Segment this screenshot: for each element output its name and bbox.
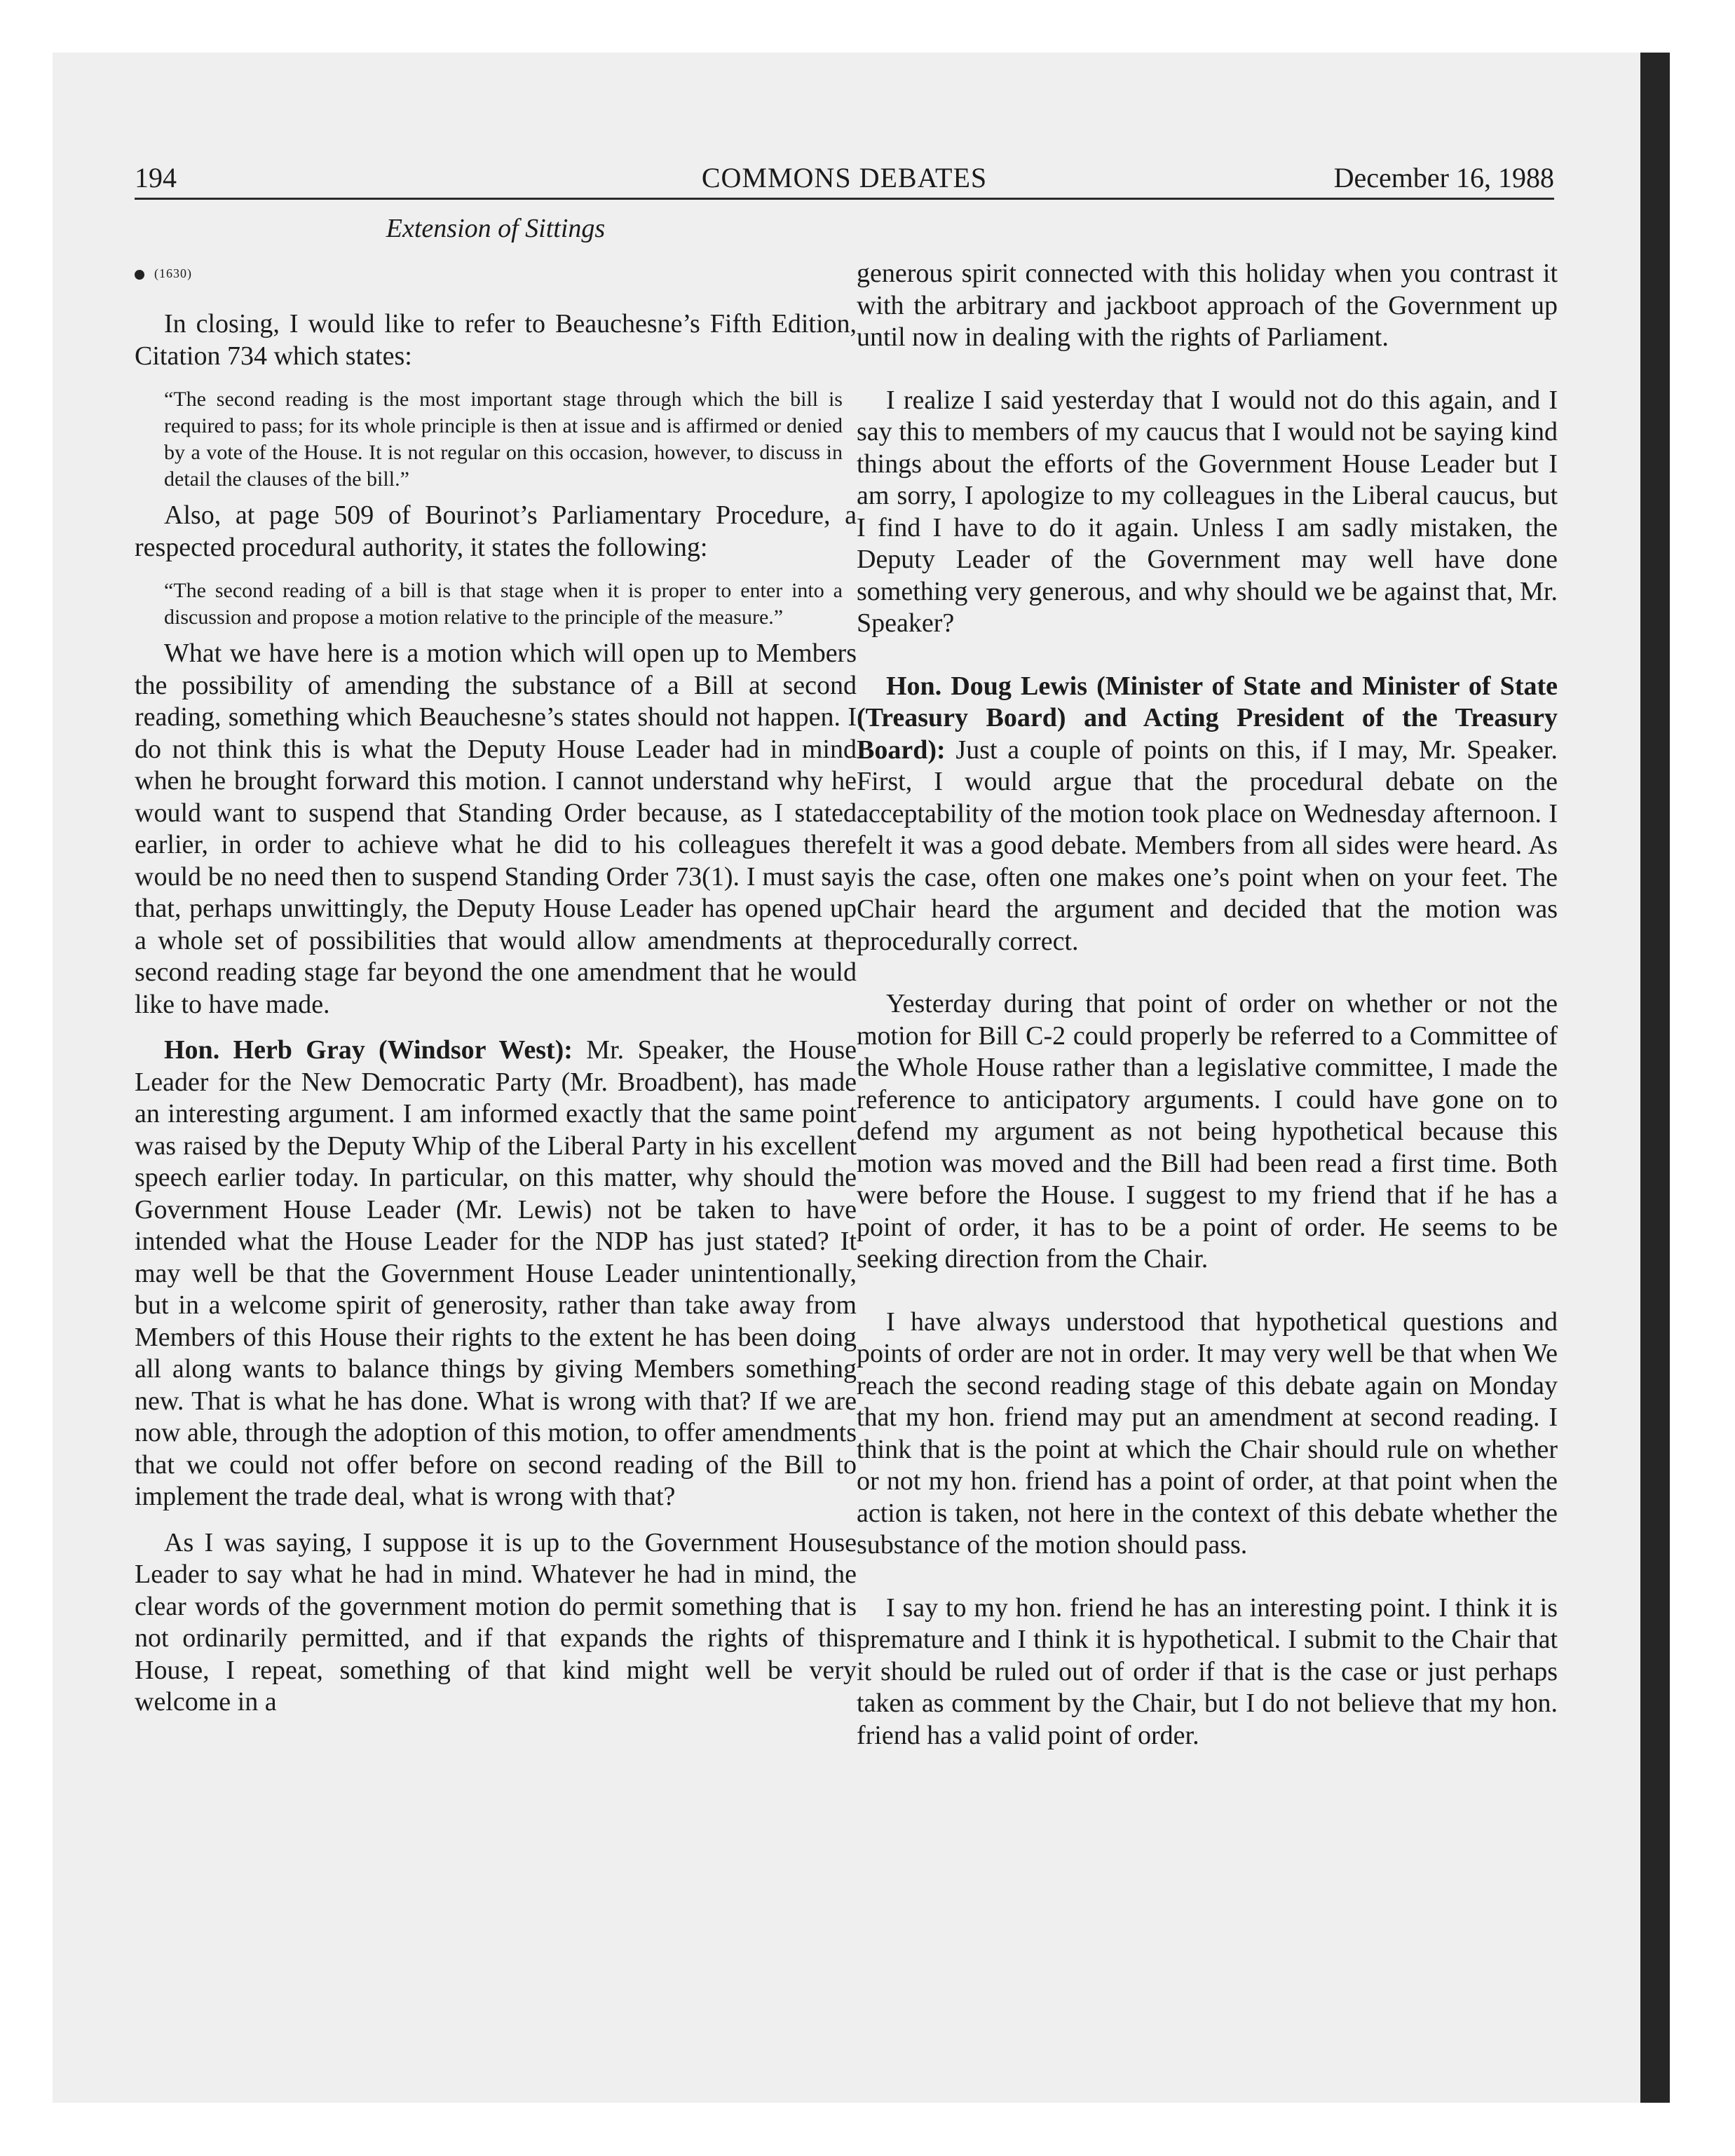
time-marker bbox=[135, 261, 192, 286]
paragraph: Yesterday during that point of order on whether or not the motion for Bill C-2 could properly be referred to a Committee of the Whole House rather than a legislative committee, I made the reference to anticipatory arguments. I could have gone on to defend my argument as not being hypothetical because this motion was moved and the Bill had been read a first time. Both were before the House. I suggest to my friend that if he has a point of order, it has to be a point of order. He seems to be seeking direction from the Chair. bbox=[857, 989, 1558, 1274]
paragraph: I have always understood that hypothetical questions and points of order are not in order. It may very well be that when We reach the second reading stage of this debate again on Monday that my hon. friend may put an amendment at second reading. I think that is the point at which the Chair should rule on whether or not my hon. friend has a point of order, at that point when the action is taken, not here in the context of this debate whether the substance of the motion should pass. bbox=[857, 1306, 1558, 1560]
time-marker-label: (1630) bbox=[154, 266, 192, 280]
paragraph: In closing, I would like to refer to Beauchesne’s Fifth Edition, Citation 734 which states: bbox=[135, 309, 857, 371]
section-title: Extension of Sittings bbox=[386, 214, 606, 243]
scan-edge-bar bbox=[1640, 53, 1670, 2103]
speech-text: Mr. Speaker, the House Leader for the New Democratic Party (Mr. Broadbent), has made an interesting argument. I am informed exactly that the same point was raised by the Deputy Whip of the Liberal Party in his excellent speech earlier today. In particular, on this matter, why should the Government House Leader (Mr. Lewis) not be taken to have intended what the House Leader for the NDP has just stated? It may well be that the Government House Leader unintentionally, but in a welcome spirit of generosity, rather than take away from Members of this House their rights to the extent he has been doing all along wants to balance things by giving Members something new. That is what he has done. What is wrong with that? If we are now able, through the adoption of this motion, to offer amendments that we could not offer before on second reading of the Bill to implement the trade deal, what is wrong with that? bbox=[135, 1035, 857, 1511]
running-header bbox=[135, 158, 1554, 200]
speaker-name: Hon. Doug Lewis (Minister of State and Minister of State (Treasury Board) and Acting President of the Treasury Board): bbox=[857, 671, 1558, 765]
left-column bbox=[135, 308, 857, 1733]
block-quote: “The second reading is the most important stage through which the bill is required to pass; for its whole principle is then at issue and is affirmed or denied by a vote of the House. It is not regular on this occasion, however, to discuss in detail the clauses of the bill.” bbox=[164, 388, 843, 491]
paragraph: generous spirit connected with this holiday when you contrast it with the arbitrary and jackboot approach of the Government up until now in dealing with the rights of Parliament. bbox=[857, 259, 1558, 352]
header-date: December 16, 1988 bbox=[1333, 162, 1554, 193]
publication-title: COMMONS DEBATES bbox=[701, 162, 988, 193]
speech-text: Just a couple of points on this, if I may, Mr. Speaker. First, I would argue that the procedural debate on the acceptability of the motion took place on Wednesday afternoon. I felt it was a good debate. Members from all sides were heard. As is the case, often one makes one’s point when on your feet. The Chair heard the argument and decided that the motion was procedurally correct. bbox=[857, 735, 1558, 956]
paragraph: Also, at page 509 of Bourinot’s Parliamentary Procedure, a respected procedural authority, it states the following: bbox=[135, 500, 857, 562]
right-column bbox=[857, 258, 1558, 1782]
paragraph: As I was saying, I suppose it is up to the Government House Leader to say what he had in mind. Whatever he had in mind, the clear words of the government motion do permit something that is not ordinarily permitted, and if that expands the rights of this House, I repeat, something of that kind might well be very welcome in a bbox=[135, 1527, 857, 1717]
page-number: 194 bbox=[135, 162, 177, 193]
paragraph: I realize I said yesterday that I would not do this again, and I say this to members of my caucus that I would not be saying kind things about the efforts of the Government House Leader but I am sorry, I apologize to my colleagues in the Liberal caucus, but I find I have to do it again. Unless I am sadly mistaken, the Deputy Leader of the Government may well have done something very generous, and why should we be against that, Mr. Speaker? bbox=[857, 385, 1558, 638]
block-quote: “The second reading of a bill is that stage when it is proper to enter into a discussion and propose a motion relative to the principle of the measure.” bbox=[164, 579, 843, 629]
speaker-name: Hon. Herb Gray (Windsor West): bbox=[164, 1035, 573, 1065]
speech-paragraph bbox=[135, 1035, 857, 1513]
speech-paragraph bbox=[857, 671, 1558, 958]
bullet-icon bbox=[135, 270, 144, 280]
paragraph: What we have here is a motion which will open up to Members the possibility of amending the substance of a Bill at second reading, something which Beauchesne’s states should not happen. I do not think this is what the Deputy House Leader had in mind when he brought forward this motion. I cannot understand why he would want to suspend that Standing Order because, as I stated earlier, in order to achieve what he did to his colleagues there would be no need then to suspend Standing Order 73(1). I must say that, perhaps unwittingly, the Deputy House Leader has opened up a whole set of possibilities that would allow amendments at the second reading stage far beyond the one amendment that he would like to have made. bbox=[135, 639, 857, 1019]
paragraph: I say to my hon. friend he has an interesting point. I think it is premature and I think it is hypothetical. I submit to the Chair that it should be ruled out of order if that is the case or just perhaps taken as comment by the Chair, but I do not believe that my hon. friend has a valid point of order. bbox=[857, 1592, 1558, 1750]
